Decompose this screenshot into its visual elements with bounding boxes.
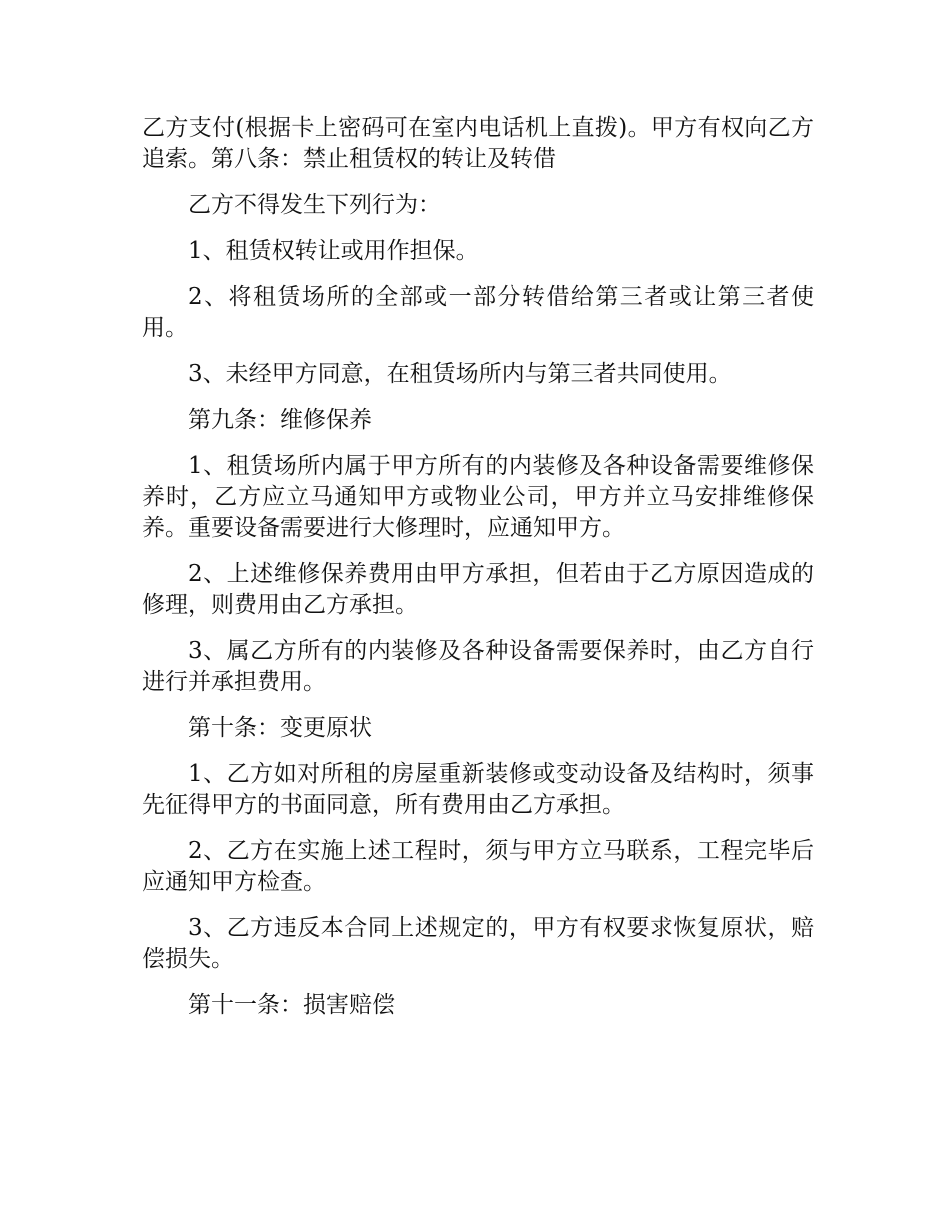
- section-heading: 第九条：维修保养: [188, 407, 372, 433]
- list-item: 1、乙方如对所租的房屋重新装修或变动设备及结构时，须事先征得甲方的书面同意，所有费用由乙方承担。: [142, 761, 814, 818]
- list-item: 3、乙方违反本合同上述规定的，甲方有权要求恢复原状，赔偿损失。: [142, 915, 814, 972]
- list-item: 3、属乙方所有的内装修及各种设备需要保养时，由乙方自行进行并承担费用。: [142, 638, 814, 695]
- paragraph: 乙方不得发生下列行为：: [188, 192, 441, 218]
- section-heading: 第十条：变更原状: [188, 715, 372, 741]
- list-item: 2、上述维修保养费用由甲方承担，但若由于乙方原因造成的修理，则费用由乙方承担。: [142, 561, 814, 618]
- list-item: 2、将租赁场所的全部或一部分转借给第三者或让第三者使用。: [142, 284, 814, 341]
- list-item: 3、未经甲方同意，在租赁场所内与第三者共同使用。: [188, 361, 732, 387]
- list-item: 1、租赁权转让或用作担保。: [188, 238, 479, 264]
- section-heading: 第十一条：损害赔偿: [188, 992, 395, 1018]
- document-body: [142, 113, 814, 1036]
- list-item: 1、租赁场所内属于甲方所有的内装修及各种设备需要维修保养时，乙方应立马通知甲方或物业公司，甲方并立马安排维修保养。重要设备需要进行大修理时，应通知甲方。: [142, 453, 814, 541]
- paragraph: 乙方支付(根据卡上密码可在室内电话机上直拨)。甲方有权向乙方追索。第八条：禁止租赁权的转让及转借: [142, 115, 814, 172]
- list-item: 2、乙方在实施上述工程时，须与甲方立马联系，工程完毕后应通知甲方检查。: [142, 838, 814, 895]
